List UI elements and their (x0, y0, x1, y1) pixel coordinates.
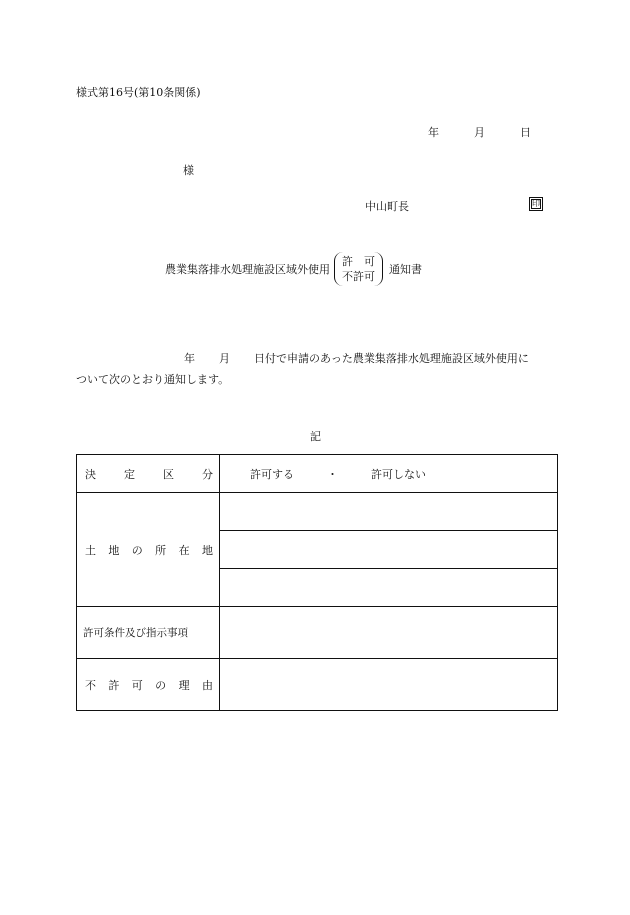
conditions-label-text: 許可条件及び指示事項 (83, 627, 188, 639)
reason-label-char: 可 (131, 678, 143, 692)
location-label-char: の (131, 543, 143, 557)
reason-field[interactable] (220, 659, 558, 711)
location-label-char: 在 (178, 543, 190, 557)
seal-stamp (529, 197, 543, 211)
body-line1-text: 日付で申請のあった農業集落排水処理施設区域外使用に (254, 352, 529, 365)
decision-deny[interactable]: 許可しない (371, 467, 426, 481)
reason-label-char: の (155, 678, 167, 692)
location-label-char: 土 (85, 543, 96, 557)
table-row-reason (77, 659, 558, 711)
title-option-deny: 不許可 (342, 270, 375, 283)
location-label-char: 地 (108, 543, 120, 557)
decision-permit[interactable]: 許可する (250, 467, 294, 481)
conditions-label (77, 607, 220, 659)
location-label-char: 所 (155, 543, 167, 557)
title-option-permit: 許 可 (342, 255, 375, 268)
date-day-label: 日 (520, 126, 531, 139)
body-line-2: ついて次のとおり通知します。 (76, 373, 230, 386)
decision-label (77, 455, 220, 493)
reason-label-char: 不 (85, 678, 96, 692)
body-line-1 (76, 348, 560, 369)
date-year-label: 年 (428, 126, 439, 139)
table-row-decision (77, 455, 558, 493)
location-field-1[interactable] (220, 493, 558, 531)
decision-label-char: 区 (163, 467, 174, 481)
table-row-conditions (77, 607, 558, 659)
form-number: 様式第16号(第10条関係) (76, 86, 201, 99)
location-label (77, 493, 220, 607)
conditions-field[interactable] (220, 607, 558, 659)
decision-label-char: 定 (124, 467, 135, 481)
decision-label-char: 分 (202, 467, 213, 481)
reason-label (77, 659, 220, 711)
reason-label-char: 由 (201, 678, 213, 692)
location-label-char: 地 (201, 543, 213, 557)
location-field-2[interactable] (220, 531, 558, 569)
notice-table (76, 454, 558, 711)
addressee-suffix: 様 (183, 164, 194, 177)
decision-value[interactable] (220, 455, 558, 493)
body-paragraph (76, 348, 560, 390)
table-row-location-1 (77, 493, 558, 531)
date-month-label: 月 (474, 126, 485, 139)
title-suffix: 通知書 (389, 263, 422, 276)
body-year: 年 (184, 352, 195, 365)
reason-label-char: 理 (178, 678, 190, 692)
document-title (165, 252, 422, 286)
decision-dot: ・ (327, 467, 338, 481)
ki-heading: 記 (310, 430, 321, 443)
decision-label-char: 決 (85, 467, 96, 481)
seal-stamp-inner: 印 (532, 199, 540, 208)
issuer-name: 中山町長 (365, 200, 409, 213)
body-month: 月 (219, 352, 230, 365)
title-option-bracket (334, 252, 383, 286)
reason-label-char: 許 (108, 678, 120, 692)
location-field-3[interactable] (220, 569, 558, 607)
title-main: 農業集落排水処理施設区域外使用 (165, 263, 330, 276)
